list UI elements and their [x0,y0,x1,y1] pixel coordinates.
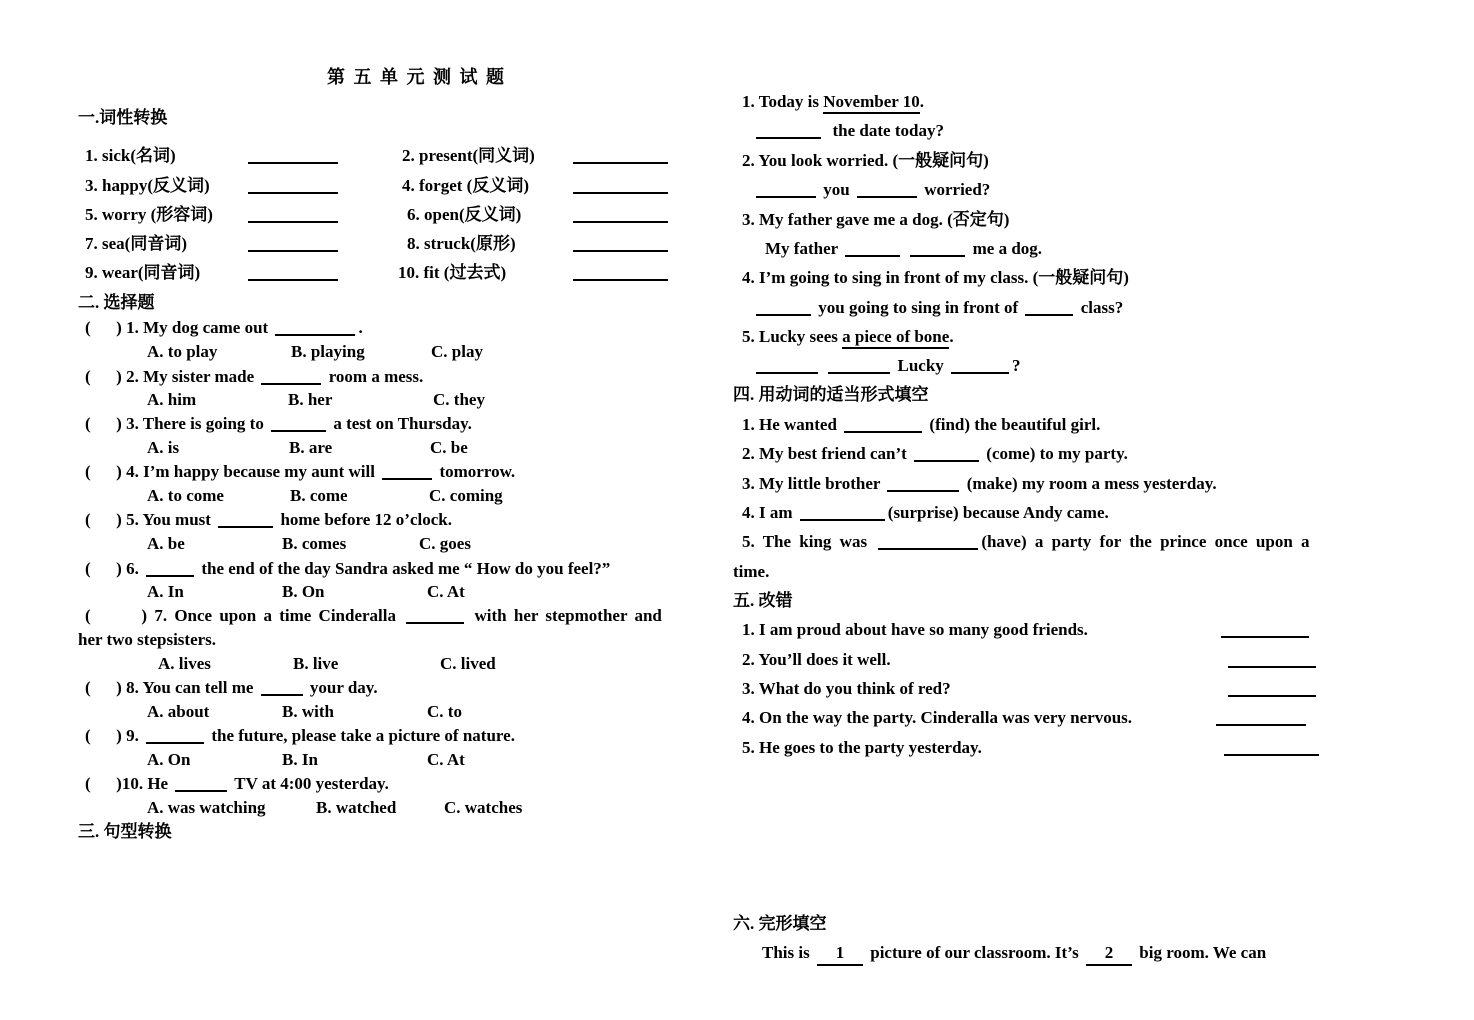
text-run: ( ) 1. My dog came out [85,318,273,337]
text-run: 5. Lucky sees [742,327,843,346]
mc-option [147,701,209,723]
verb-form-item [742,502,1109,524]
blank-line [1025,300,1073,316]
mc-option [427,701,462,723]
text-run: (find) the beautiful girl. [925,415,1101,434]
blank-line [828,358,890,374]
text-run: 7. sea(同音词) [85,234,187,253]
blank-line [271,416,326,432]
text-run: B. live [293,654,339,673]
text-run: a test on Thursday. [329,414,472,433]
text-run: you [819,180,854,199]
text-run: ( ) 8. You can tell me [85,678,258,697]
text-run: her two stepsisters. [78,630,217,649]
verb-form-item [742,473,1217,495]
correction-blank [1213,707,1309,729]
mc-question [85,317,363,339]
text-run: A. In [147,582,184,601]
text-run [903,239,907,258]
mc-question [85,558,610,580]
text-run: 4. I am [742,503,797,522]
mc-option [147,389,196,411]
mc-question [85,677,378,699]
blank-line [146,561,194,577]
text-run: C. watches [444,798,523,817]
text-run: (come) to my party. [982,444,1128,463]
text-run: ( ) 5. You must [85,510,216,529]
text-run: A. is [147,438,180,457]
text-run: ( ) 2. My sister made [85,367,259,386]
transform-answer [765,238,1042,260]
word-blank [245,262,341,284]
text-run: 5. He goes to the party yesterday. [742,738,982,757]
text-run: A. be [147,534,185,553]
mc-option [433,389,485,411]
text-run: the future, please take a picture of nature. [207,726,515,745]
text-run: with her stepmother and [467,606,662,625]
text-run: ? [1012,356,1021,375]
cloze-blank: 1 [817,942,863,966]
word-item [85,145,176,167]
underlined-text: a piece of bone [842,327,949,349]
text-run: 8. struck(原形) [407,234,516,253]
blank-line [573,207,668,223]
text-run: . [949,327,954,346]
correction-item [742,649,891,671]
mc-option [147,485,224,507]
text-run: 5. The king was [742,532,876,551]
text-run: home before 12 o’clock. [276,510,452,529]
mc-option [147,749,190,771]
text-run: . [358,318,363,337]
mc-option [282,581,325,603]
text-run: 3. happy(反义词) [85,176,210,195]
blank-line [573,178,668,194]
mc-option [444,797,522,819]
correction-blank [1218,619,1312,641]
blank-line [756,123,821,139]
text-run: . [919,92,924,111]
mc-option [282,749,318,771]
text-run: 3. My father gave me a dog. (否定句) [742,210,1010,229]
verb-form-item-wrap [733,561,769,583]
blank-line [248,207,338,223]
blank-line [857,182,917,198]
blank-line [275,320,355,336]
section-2-heading [78,292,155,314]
text-run: B. On [282,582,325,601]
mc-option [147,533,185,555]
doc-title [327,66,506,88]
word-blank [570,233,671,255]
transform-item [742,150,989,172]
blank-line [382,464,432,480]
text-run: ( ) 4. I’m happy because my aunt will [85,462,380,481]
text-run: 四. 用动词的适当形式填空 [733,385,929,404]
text-run: 二. 选择题 [78,293,155,312]
blank-line [261,369,321,385]
text-run: me a dog. [968,239,1043,258]
blank-line [573,148,668,164]
blank-line [845,241,900,257]
correction-item [742,619,1088,641]
text-run: (surprise) because Andy came. [887,503,1109,522]
mc-option [291,341,365,363]
text-run: A. to come [147,486,224,505]
transform-item [742,209,1009,231]
mc-question-wrap [78,629,216,651]
mc-question [85,605,662,627]
blank-line [914,446,979,462]
mc-option [282,533,346,555]
text-run: 4. On the way the party. Cinderalla was very nervous. [742,708,1133,727]
mc-option [429,485,503,507]
word-item [407,204,521,226]
mc-question [85,773,389,795]
text-run: 1. Today is [742,92,824,111]
text-run: B. In [282,750,318,769]
text-run: 6. open(反义词) [407,205,522,224]
cloze-blank: 2 [1086,942,1132,966]
word-blank [245,175,341,197]
text-run: 5. worry (形容词) [85,205,213,224]
blank-line [261,680,303,696]
mc-option [288,389,332,411]
text-run: B. come [290,486,348,505]
word-blank [245,233,341,255]
mc-option [290,485,348,507]
mc-option [427,581,465,603]
verb-form-item [742,443,1128,465]
text-run: 3. What do you think of red? [742,679,951,698]
text-run: 第 五 单 元 测 试 题 [327,67,506,87]
text-run: 4. forget (反义词) [402,176,529,195]
blank-line [844,417,922,433]
correction-item [742,678,951,700]
word-item [407,233,516,255]
correction-blank [1225,649,1319,671]
transform-item [742,326,954,348]
text-run: B. with [282,702,334,721]
word-blank [570,262,671,284]
text-run: A. lives [158,654,211,673]
blank-line [756,182,816,198]
mc-option [282,701,334,723]
text-run: 2. You look worried. (一般疑问句) [742,151,989,170]
word-item [85,262,200,284]
mc-option [289,437,332,459]
text-run: your day. [305,678,378,697]
text-run: C. At [427,582,465,601]
word-blank [570,175,671,197]
text-run: class? [1076,298,1124,317]
mc-question [85,366,423,388]
text-run: C. they [433,390,485,409]
text-run: B. her [288,390,333,409]
correction-item [742,707,1132,729]
blank-line [573,265,668,281]
text-run: My father [765,239,843,258]
blank-line [573,236,668,252]
text-run: ( ) 3. There is going to [85,414,269,433]
text-run: 2. present(同义词) [402,146,535,165]
text-run: TV at 4:00 yesterday. [230,774,389,793]
text-run: 一.词性转换 [78,108,168,127]
text-run: 9. wear(同音词) [85,263,201,282]
verb-form-item [742,531,1310,553]
blank-line [218,512,273,528]
text-run: the end of the day Sandra asked me “ How do you feel?” [197,559,611,578]
blank-line [1224,740,1319,756]
mc-option [147,581,184,603]
text-run: B. comes [282,534,347,553]
correction-blank [1221,737,1322,759]
text-run: 六. 完形填空 [733,914,827,933]
correction-item [742,737,982,759]
blank-line [887,476,959,492]
blank-line [878,534,978,550]
mc-option [147,797,266,819]
text-run: time. [733,562,770,581]
blank-line [248,148,338,164]
text-run [821,356,825,375]
mc-option [293,653,338,675]
section-1-heading [78,107,167,129]
section-5-heading [733,590,793,612]
text-run: picture of our classroom. It’s [865,943,1084,962]
text-run: 2. You’ll does it well. [742,650,891,669]
text-run: 2. My best friend can’t [742,444,912,463]
text-run: (have) a party for the prince once upon a [981,532,1310,551]
transform-answer [753,120,944,142]
blank-line [248,178,338,194]
text-run: ( ) 9. [85,726,144,745]
text-run: A. On [147,750,191,769]
text-run: C. goes [419,534,471,553]
text-run: 三. 句型转换 [78,822,172,841]
mc-question [85,725,515,747]
text-run: tomorrow. [435,462,516,481]
section-3-heading [78,821,172,843]
mc-question [85,413,472,435]
correction-blank [1225,678,1319,700]
blank-line [910,241,965,257]
mc-option [440,653,496,675]
text-run: A. to play [147,342,218,361]
mc-option [427,749,465,771]
verb-form-item [742,414,1100,436]
blank-line [1228,681,1316,697]
word-item [398,262,506,284]
text-run: 1. He wanted [742,415,842,434]
blank-line [248,236,338,252]
mc-question [85,509,452,531]
blank-line [406,608,464,624]
transform-answer [753,355,1021,377]
mc-question [85,461,515,483]
blank-line [800,505,885,521]
text-run: B. playing [291,342,365,361]
text-run: worried? [919,180,991,199]
mc-option [419,533,471,555]
blank-line [248,265,338,281]
text-run: C. play [431,342,483,361]
word-item [85,204,213,226]
cloze-text [762,942,1266,964]
mc-option [158,653,211,675]
mc-option [430,437,468,459]
text-run: This is [762,943,814,962]
text-run: 4. I’m going to sing in front of my class. (一般疑问句) [742,268,1129,287]
text-run: Lucky [893,356,949,375]
text-run: the date today? [824,121,944,140]
text-run: 1. sick(名词) [85,146,176,165]
text-run: C. At [427,750,465,769]
transform-answer [753,297,1123,319]
text-run: C. to [427,702,462,721]
word-blank [570,145,671,167]
blank-line [951,358,1009,374]
blank-line [756,358,818,374]
mc-option [147,341,217,363]
blank-line [1228,652,1316,668]
text-run: ( )10. He [85,774,173,793]
word-item [85,233,187,255]
mc-option [316,797,396,819]
transform-answer [753,179,990,201]
text-run: C. be [430,438,468,457]
text-run: C. coming [429,486,503,505]
text-run: 3. My little brother [742,474,885,493]
text-run: A. was watching [147,798,266,817]
blank-line [1221,622,1309,638]
mc-option [431,341,483,363]
word-blank [245,204,341,226]
blank-line [1216,710,1306,726]
text-run: ( ) 6. [85,559,144,578]
text-run: big room. We can [1135,943,1267,962]
text-run: A. him [147,390,197,409]
text-run: ( ) 7. Once upon a time Cinderalla [85,606,404,625]
word-blank [570,204,671,226]
text-run: 10. fit (过去式) [398,263,507,282]
blank-line [756,300,811,316]
text-run: (make) my room a mess yesterday. [962,474,1217,493]
text-run: A. about [147,702,210,721]
word-item [85,175,210,197]
underlined-text: November 10 [823,92,919,114]
word-blank [245,145,341,167]
blank-line [175,776,227,792]
mc-option [147,437,179,459]
word-item [402,175,529,197]
text-run: 1. I am proud about have so many good friends. [742,620,1088,639]
text-run: room a mess. [324,367,424,386]
transform-item [742,91,924,113]
transform-item [742,267,1129,289]
section-4-heading [733,384,929,406]
text-run: you going to sing in front of [814,298,1023,317]
text-run: 五. 改错 [733,591,793,610]
text-run: B. watched [316,798,397,817]
blank-line [146,728,204,744]
word-item [402,145,535,167]
text-run: C. lived [440,654,496,673]
section-6-heading [733,913,827,935]
text-run: B. are [289,438,333,457]
